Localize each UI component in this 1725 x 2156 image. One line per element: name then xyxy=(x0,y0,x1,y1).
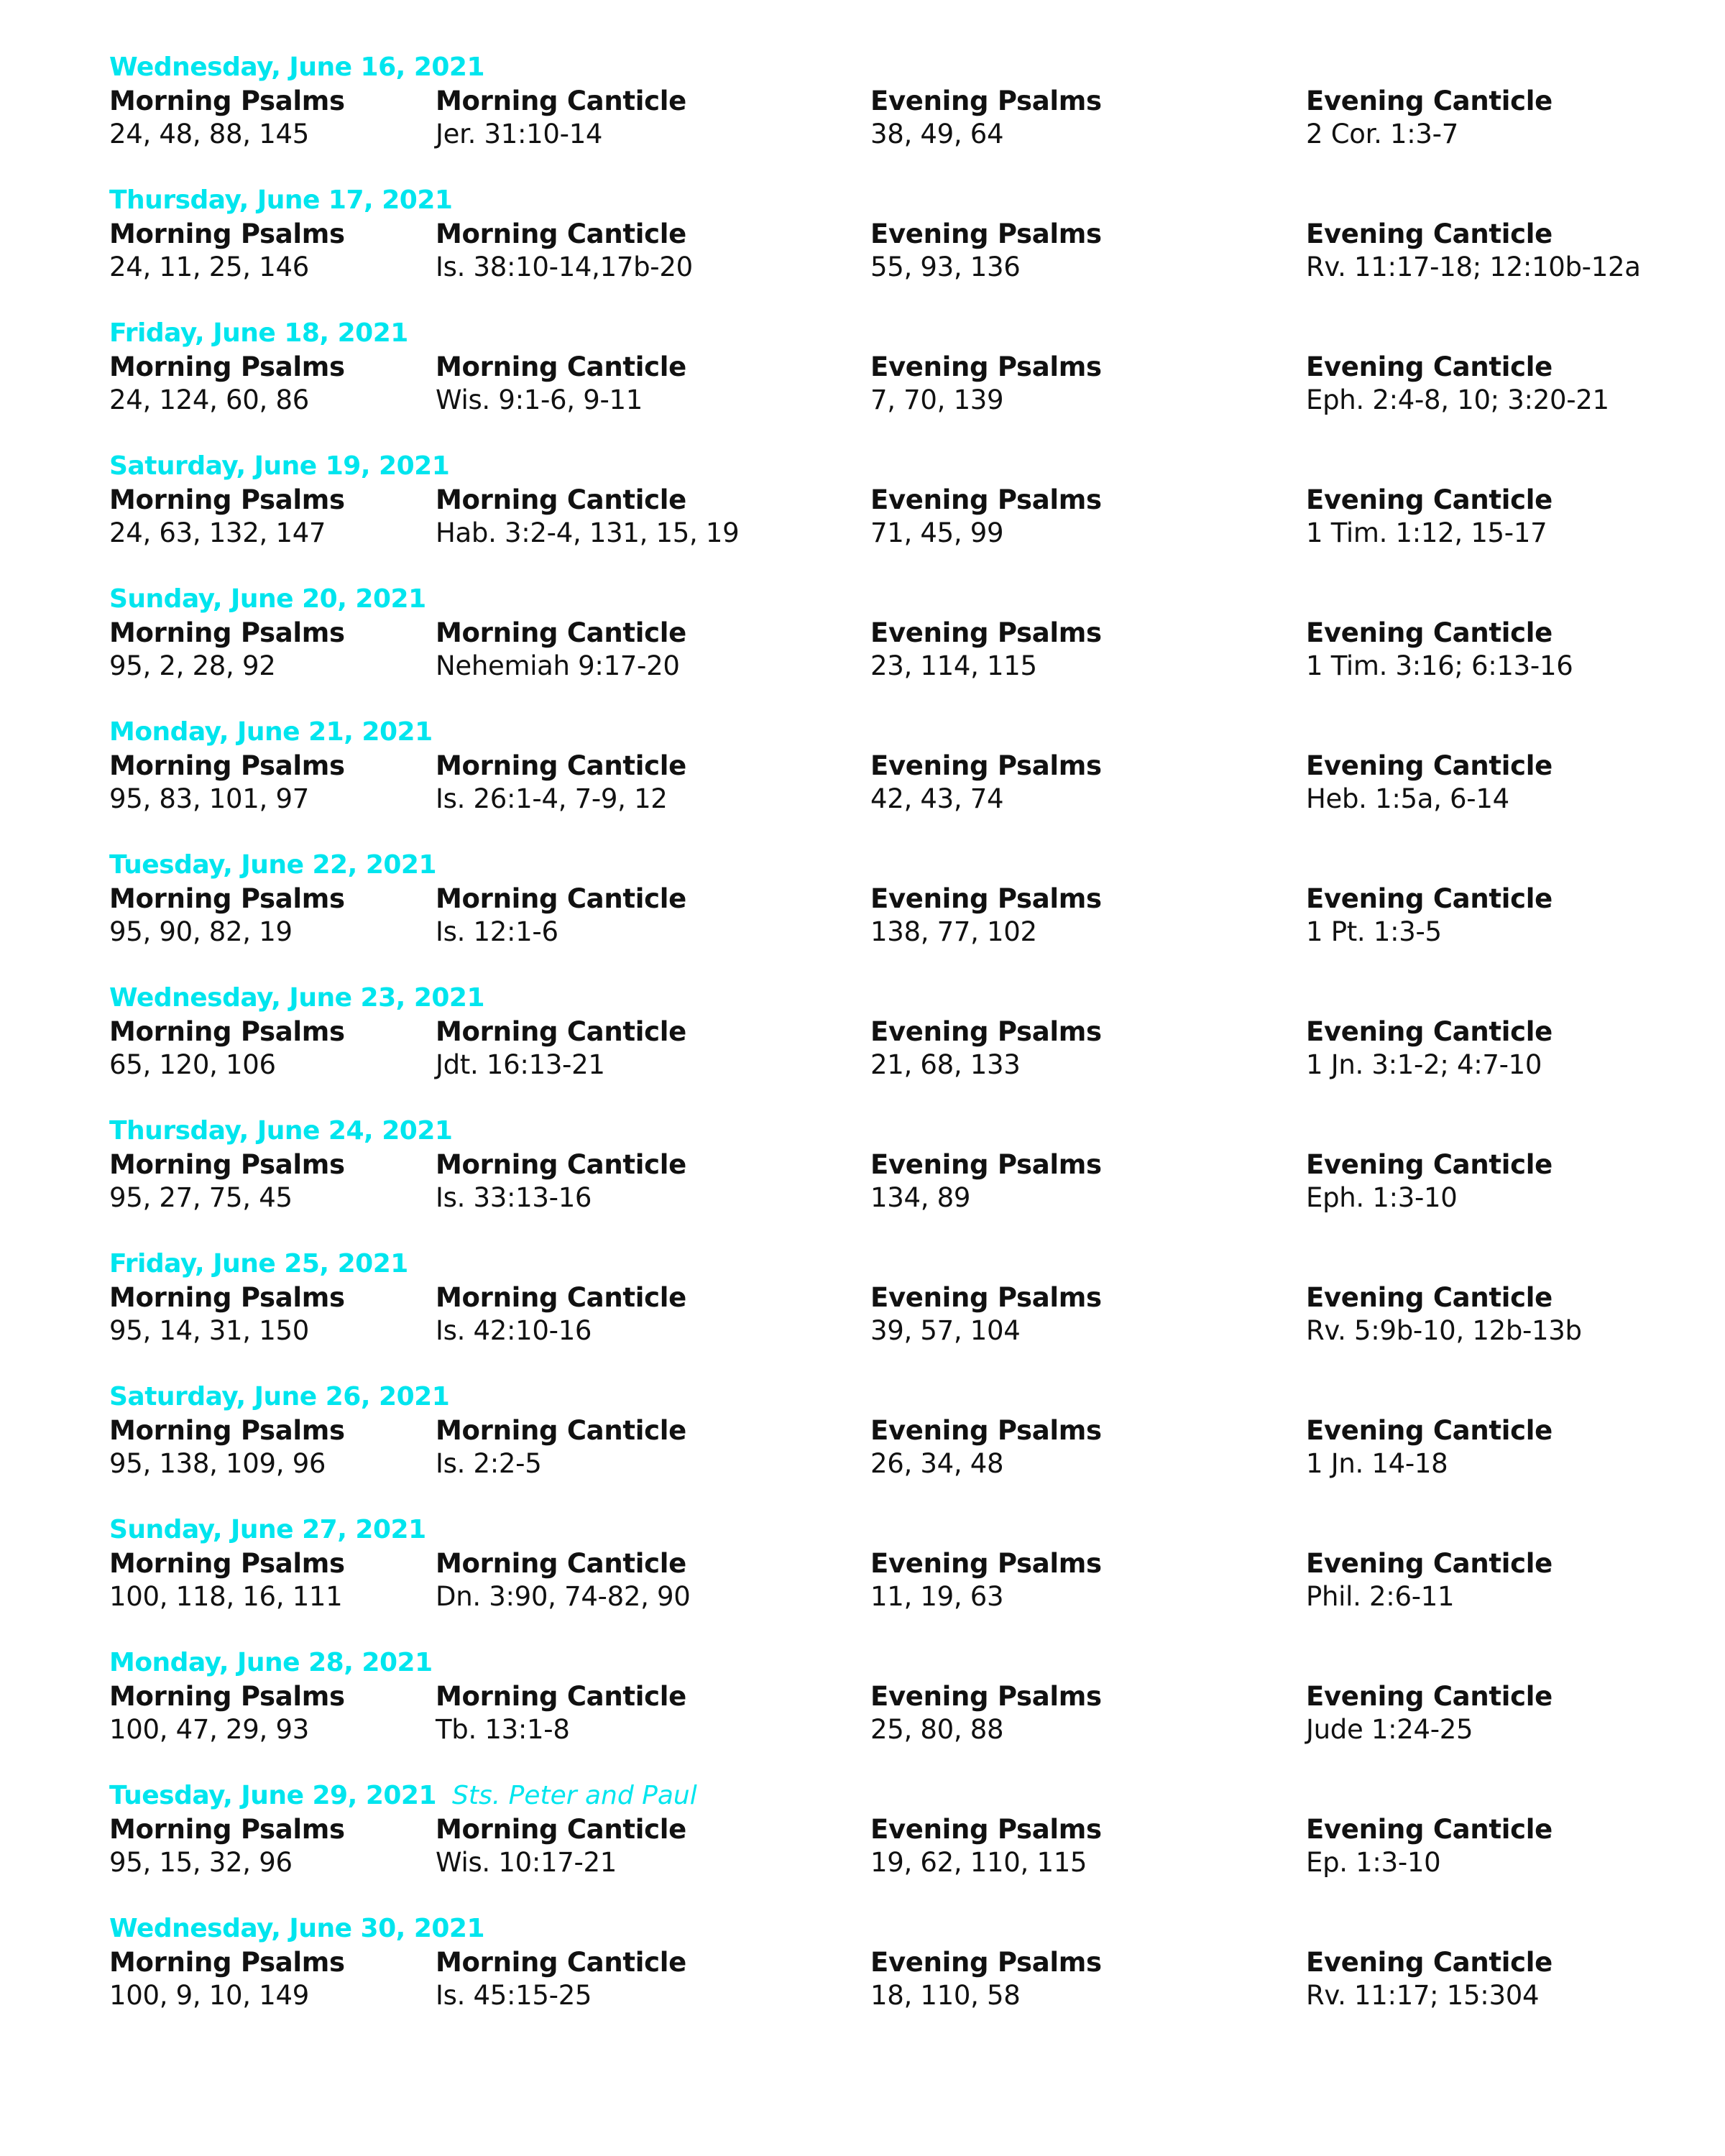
evening-canticle-value: Phil. 2:6-11 xyxy=(1306,1581,1455,1612)
day-block xyxy=(0,584,1725,699)
morning-psalms-column xyxy=(109,484,345,553)
day-header xyxy=(109,1381,449,1413)
morning-psalms-heading: Morning Psalms xyxy=(109,1415,345,1446)
evening-psalms-column xyxy=(870,1680,1102,1749)
evening-canticle-value: Ep. 1:3-10 xyxy=(1306,1847,1441,1878)
morning-canticle-column xyxy=(436,617,686,686)
morning-psalms-value: 65, 120, 106 xyxy=(109,1049,276,1080)
morning-canticle-heading: Morning Canticle xyxy=(436,1548,686,1579)
morning-canticle-heading: Morning Canticle xyxy=(436,351,686,382)
evening-canticle-value: Heb. 1:5a, 6-14 xyxy=(1306,783,1509,814)
evening-psalms-column xyxy=(870,1148,1102,1217)
morning-psalms-column xyxy=(109,1414,345,1483)
evening-canticle-column xyxy=(1306,883,1552,952)
morning-canticle-value: Dn. 3:90, 74-82, 90 xyxy=(436,1581,691,1612)
evening-canticle-heading: Evening Canticle xyxy=(1306,218,1552,249)
day-header xyxy=(109,451,449,482)
morning-psalms-value: 24, 63, 132, 147 xyxy=(109,517,326,548)
morning-canticle-heading: Morning Canticle xyxy=(436,1016,686,1047)
day-date: Sunday, June 20, 2021 xyxy=(109,584,426,614)
morning-canticle-heading: Morning Canticle xyxy=(436,1814,686,1845)
day-block xyxy=(0,318,1725,433)
morning-psalms-value: 95, 27, 75, 45 xyxy=(109,1182,293,1213)
evening-psalms-value: 25, 80, 88 xyxy=(870,1714,1004,1745)
feast-note: Sts. Peter and Paul xyxy=(452,1781,697,1810)
day-date: Saturday, June 19, 2021 xyxy=(109,451,450,481)
morning-psalms-heading: Morning Psalms xyxy=(109,617,345,648)
evening-psalms-value: 7, 70, 139 xyxy=(870,384,1004,415)
morning-canticle-column xyxy=(436,351,686,420)
evening-canticle-column xyxy=(1306,750,1552,819)
evening-psalms-column xyxy=(870,218,1102,287)
evening-psalms-value: 21, 68, 133 xyxy=(870,1049,1021,1080)
morning-canticle-heading: Morning Canticle xyxy=(436,750,686,781)
evening-canticle-column xyxy=(1306,1680,1552,1749)
morning-psalms-heading: Morning Psalms xyxy=(109,1149,345,1180)
evening-canticle-value: 1 Tim. 3:16; 6:13-16 xyxy=(1306,650,1573,681)
evening-psalms-value: 42, 43, 74 xyxy=(870,783,1004,814)
morning-canticle-value: Jer. 31:10-14 xyxy=(436,119,603,149)
day-date: Thursday, June 24, 2021 xyxy=(109,1116,453,1146)
morning-psalms-column xyxy=(109,218,345,287)
morning-psalms-heading: Morning Psalms xyxy=(109,484,345,515)
morning-canticle-column xyxy=(436,85,686,154)
evening-canticle-column xyxy=(1306,1148,1552,1217)
evening-canticle-heading: Evening Canticle xyxy=(1306,1016,1552,1047)
day-block xyxy=(0,1913,1725,2028)
morning-canticle-column xyxy=(436,1414,686,1483)
morning-canticle-value: Nehemiah 9:17-20 xyxy=(436,650,680,681)
day-header xyxy=(109,849,436,881)
evening-psalms-heading: Evening Psalms xyxy=(870,1548,1102,1579)
morning-psalms-value: 24, 11, 25, 146 xyxy=(109,252,309,282)
evening-psalms-value: 71, 45, 99 xyxy=(870,517,1004,548)
morning-psalms-column xyxy=(109,750,345,819)
day-date: Monday, June 21, 2021 xyxy=(109,717,433,747)
morning-canticle-value: Wis. 10:17-21 xyxy=(436,1847,617,1878)
evening-psalms-value: 38, 49, 64 xyxy=(870,119,1004,149)
evening-psalms-heading: Evening Psalms xyxy=(870,1947,1102,1978)
evening-canticle-heading: Evening Canticle xyxy=(1306,617,1552,648)
day-date: Tuesday, June 22, 2021 xyxy=(109,850,437,880)
evening-psalms-heading: Evening Psalms xyxy=(870,1415,1102,1446)
morning-psalms-heading: Morning Psalms xyxy=(109,1947,345,1978)
day-block xyxy=(0,1647,1725,1762)
day-date: Friday, June 18, 2021 xyxy=(109,318,408,348)
day-header xyxy=(109,584,426,615)
day-block xyxy=(0,451,1725,566)
morning-canticle-value: Is. 45:15-25 xyxy=(436,1980,592,2011)
morning-canticle-heading: Morning Canticle xyxy=(436,218,686,249)
evening-psalms-heading: Evening Psalms xyxy=(870,1149,1102,1180)
morning-psalms-heading: Morning Psalms xyxy=(109,883,345,914)
evening-psalms-heading: Evening Psalms xyxy=(870,1681,1102,1712)
morning-psalms-value: 95, 83, 101, 97 xyxy=(109,783,309,814)
morning-psalms-column xyxy=(109,85,345,154)
evening-canticle-heading: Evening Canticle xyxy=(1306,1814,1552,1845)
morning-canticle-column xyxy=(436,1547,691,1616)
day-date: Friday, June 25, 2021 xyxy=(109,1249,408,1279)
evening-canticle-value: 1 Jn. 14-18 xyxy=(1306,1448,1448,1479)
evening-psalms-value: 23, 114, 115 xyxy=(870,650,1037,681)
day-block xyxy=(0,1514,1725,1629)
morning-canticle-column xyxy=(436,1813,686,1882)
evening-psalms-column xyxy=(870,1015,1102,1084)
day-block xyxy=(0,52,1725,167)
morning-psalms-column xyxy=(109,883,345,952)
day-date: Monday, June 28, 2021 xyxy=(109,1648,433,1677)
morning-canticle-value: Is. 12:1-6 xyxy=(436,916,558,947)
evening-psalms-column xyxy=(870,351,1102,420)
morning-canticle-value: Is. 38:10-14,17b-20 xyxy=(436,252,693,282)
evening-psalms-heading: Evening Psalms xyxy=(870,1016,1102,1047)
morning-canticle-heading: Morning Canticle xyxy=(436,1947,686,1978)
morning-psalms-column xyxy=(109,617,345,686)
morning-canticle-column xyxy=(436,1015,686,1084)
morning-canticle-heading: Morning Canticle xyxy=(436,86,686,116)
day-block xyxy=(0,1381,1725,1496)
morning-canticle-value: Jdt. 16:13-21 xyxy=(436,1049,605,1080)
day-date: Wednesday, June 16, 2021 xyxy=(109,52,485,82)
evening-canticle-value: 1 Tim. 1:12, 15-17 xyxy=(1306,517,1547,548)
evening-canticle-column xyxy=(1306,1813,1552,1882)
morning-canticle-value: Tb. 13:1-8 xyxy=(436,1714,570,1745)
morning-psalms-column xyxy=(109,1547,345,1616)
evening-psalms-heading: Evening Psalms xyxy=(870,1814,1102,1845)
day-date: Tuesday, June 29, 2021 xyxy=(109,1781,437,1810)
morning-psalms-heading: Morning Psalms xyxy=(109,1016,345,1047)
day-header xyxy=(109,1248,408,1280)
evening-psalms-value: 19, 62, 110, 115 xyxy=(870,1847,1087,1878)
evening-canticle-heading: Evening Canticle xyxy=(1306,351,1552,382)
morning-psalms-value: 95, 15, 32, 96 xyxy=(109,1847,293,1878)
evening-psalms-heading: Evening Psalms xyxy=(870,883,1102,914)
day-header xyxy=(109,185,452,216)
day-block xyxy=(0,185,1725,300)
morning-psalms-column xyxy=(109,1813,345,1882)
evening-canticle-value: Eph. 1:3-10 xyxy=(1306,1182,1458,1213)
evening-psalms-value: 26, 34, 48 xyxy=(870,1448,1004,1479)
day-date: Sunday, June 27, 2021 xyxy=(109,1515,426,1544)
day-date: Wednesday, June 30, 2021 xyxy=(109,1914,485,1943)
morning-psalms-column xyxy=(109,1680,345,1749)
morning-canticle-heading: Morning Canticle xyxy=(436,1149,686,1180)
morning-canticle-value: Is. 26:1-4, 7-9, 12 xyxy=(436,783,668,814)
evening-canticle-column xyxy=(1306,1281,1582,1350)
evening-psalms-column xyxy=(870,1946,1102,2015)
evening-psalms-column xyxy=(870,1281,1102,1350)
morning-psalms-value: 24, 48, 88, 145 xyxy=(109,119,309,149)
evening-canticle-value: Jude 1:24-25 xyxy=(1306,1714,1473,1745)
morning-canticle-heading: Morning Canticle xyxy=(436,617,686,648)
evening-psalms-column xyxy=(870,883,1102,952)
evening-psalms-value: 134, 89 xyxy=(870,1182,971,1213)
morning-psalms-heading: Morning Psalms xyxy=(109,1814,345,1845)
day-header xyxy=(109,1514,426,1546)
evening-canticle-value: 1 Jn. 3:1-2; 4:7-10 xyxy=(1306,1049,1542,1080)
evening-canticle-heading: Evening Canticle xyxy=(1306,484,1552,515)
morning-psalms-heading: Morning Psalms xyxy=(109,218,345,249)
evening-psalms-column xyxy=(870,1547,1102,1616)
day-header xyxy=(109,1913,484,1945)
morning-psalms-column xyxy=(109,1015,345,1084)
day-date: Wednesday, June 23, 2021 xyxy=(109,983,485,1013)
day-block xyxy=(0,1248,1725,1363)
evening-canticle-column xyxy=(1306,1547,1552,1616)
morning-canticle-column xyxy=(436,750,686,819)
morning-psalms-heading: Morning Psalms xyxy=(109,1282,345,1313)
morning-canticle-heading: Morning Canticle xyxy=(436,1415,686,1446)
evening-canticle-value: 1 Pt. 1:3-5 xyxy=(1306,916,1442,947)
evening-canticle-value: Eph. 2:4-8, 10; 3:20-21 xyxy=(1306,384,1609,415)
day-header xyxy=(109,717,433,748)
evening-canticle-column xyxy=(1306,1414,1552,1483)
evening-psalms-heading: Evening Psalms xyxy=(870,484,1102,515)
evening-canticle-value: 2 Cor. 1:3-7 xyxy=(1306,119,1458,149)
evening-psalms-column xyxy=(870,750,1102,819)
evening-canticle-column xyxy=(1306,484,1552,553)
evening-psalms-column xyxy=(870,85,1102,154)
evening-psalms-heading: Evening Psalms xyxy=(870,218,1102,249)
evening-psalms-heading: Evening Psalms xyxy=(870,1282,1102,1313)
evening-canticle-heading: Evening Canticle xyxy=(1306,1149,1552,1180)
morning-psalms-heading: Morning Psalms xyxy=(109,1548,345,1579)
evening-canticle-column xyxy=(1306,617,1573,686)
morning-psalms-column xyxy=(109,1281,345,1350)
day-block xyxy=(0,717,1725,831)
morning-psalms-value: 24, 124, 60, 86 xyxy=(109,384,309,415)
morning-canticle-heading: Morning Canticle xyxy=(436,1681,686,1712)
morning-canticle-value: Is. 33:13-16 xyxy=(436,1182,592,1213)
morning-psalms-value: 100, 9, 10, 149 xyxy=(109,1980,309,2011)
morning-psalms-heading: Morning Psalms xyxy=(109,1681,345,1712)
morning-psalms-value: 100, 118, 16, 111 xyxy=(109,1581,343,1612)
evening-psalms-value: 55, 93, 136 xyxy=(870,252,1021,282)
day-block xyxy=(0,849,1725,964)
day-date: Thursday, June 17, 2021 xyxy=(109,185,453,215)
evening-canticle-column xyxy=(1306,1015,1552,1084)
day-header xyxy=(109,52,484,83)
morning-psalms-value: 95, 2, 28, 92 xyxy=(109,650,276,681)
evening-canticle-column xyxy=(1306,1946,1552,2015)
day-date: Saturday, June 26, 2021 xyxy=(109,1382,450,1411)
day-block xyxy=(0,982,1725,1097)
morning-canticle-column xyxy=(436,1680,686,1749)
evening-canticle-heading: Evening Canticle xyxy=(1306,86,1552,116)
day-header xyxy=(109,1647,433,1679)
morning-canticle-value: Hab. 3:2-4, 131, 15, 19 xyxy=(436,517,740,548)
evening-psalms-column xyxy=(870,484,1102,553)
evening-canticle-column xyxy=(1306,218,1641,287)
day-header xyxy=(109,982,484,1014)
morning-psalms-value: 95, 90, 82, 19 xyxy=(109,916,293,947)
morning-psalms-heading: Morning Psalms xyxy=(109,750,345,781)
morning-canticle-column xyxy=(436,218,693,287)
evening-canticle-heading: Evening Canticle xyxy=(1306,883,1552,914)
evening-canticle-heading: Evening Canticle xyxy=(1306,750,1552,781)
evening-canticle-column xyxy=(1306,85,1552,154)
morning-psalms-value: 100, 47, 29, 93 xyxy=(109,1714,309,1745)
evening-psalms-heading: Evening Psalms xyxy=(870,351,1102,382)
day-block xyxy=(0,1115,1725,1230)
morning-psalms-heading: Morning Psalms xyxy=(109,351,345,382)
day-header xyxy=(109,1115,452,1147)
evening-psalms-heading: Evening Psalms xyxy=(870,86,1102,116)
evening-psalms-column xyxy=(870,617,1102,686)
evening-canticle-heading: Evening Canticle xyxy=(1306,1548,1552,1579)
morning-canticle-column xyxy=(436,1281,686,1350)
day-header xyxy=(109,1780,697,1812)
morning-canticle-heading: Morning Canticle xyxy=(436,484,686,515)
evening-canticle-value: Rv. 5:9b-10, 12b-13b xyxy=(1306,1315,1582,1346)
evening-canticle-heading: Evening Canticle xyxy=(1306,1415,1552,1446)
evening-psalms-value: 11, 19, 63 xyxy=(870,1581,1004,1612)
morning-psalms-value: 95, 138, 109, 96 xyxy=(109,1448,326,1479)
evening-psalms-column xyxy=(870,1813,1102,1882)
evening-canticle-value: Rv. 11:17; 15:304 xyxy=(1306,1980,1540,2011)
morning-canticle-value: Is. 42:10-16 xyxy=(436,1315,592,1346)
evening-canticle-value: Rv. 11:17-18; 12:10b-12a xyxy=(1306,252,1641,282)
evening-psalms-value: 39, 57, 104 xyxy=(870,1315,1021,1346)
evening-canticle-heading: Evening Canticle xyxy=(1306,1681,1552,1712)
morning-psalms-column xyxy=(109,351,345,420)
day-header xyxy=(109,318,408,349)
evening-psalms-value: 18, 110, 58 xyxy=(870,1980,1021,2011)
morning-canticle-column xyxy=(436,1148,686,1217)
morning-psalms-value: 95, 14, 31, 150 xyxy=(109,1315,309,1346)
evening-psalms-column xyxy=(870,1414,1102,1483)
morning-canticle-value: Wis. 9:1-6, 9-11 xyxy=(436,384,643,415)
evening-psalms-heading: Evening Psalms xyxy=(870,617,1102,648)
evening-canticle-heading: Evening Canticle xyxy=(1306,1947,1552,1978)
morning-canticle-column xyxy=(436,1946,686,2015)
morning-psalms-column xyxy=(109,1148,345,1217)
evening-canticle-heading: Evening Canticle xyxy=(1306,1282,1552,1313)
evening-canticle-column xyxy=(1306,351,1609,420)
morning-psalms-column xyxy=(109,1946,345,2015)
morning-canticle-heading: Morning Canticle xyxy=(436,883,686,914)
morning-psalms-heading: Morning Psalms xyxy=(109,86,345,116)
evening-psalms-heading: Evening Psalms xyxy=(870,750,1102,781)
morning-canticle-value: Is. 2:2-5 xyxy=(436,1448,542,1479)
morning-canticle-heading: Morning Canticle xyxy=(436,1282,686,1313)
morning-canticle-column xyxy=(436,484,739,553)
day-block xyxy=(0,1780,1725,1895)
morning-canticle-column xyxy=(436,883,686,952)
evening-psalms-value: 138, 77, 102 xyxy=(870,916,1037,947)
